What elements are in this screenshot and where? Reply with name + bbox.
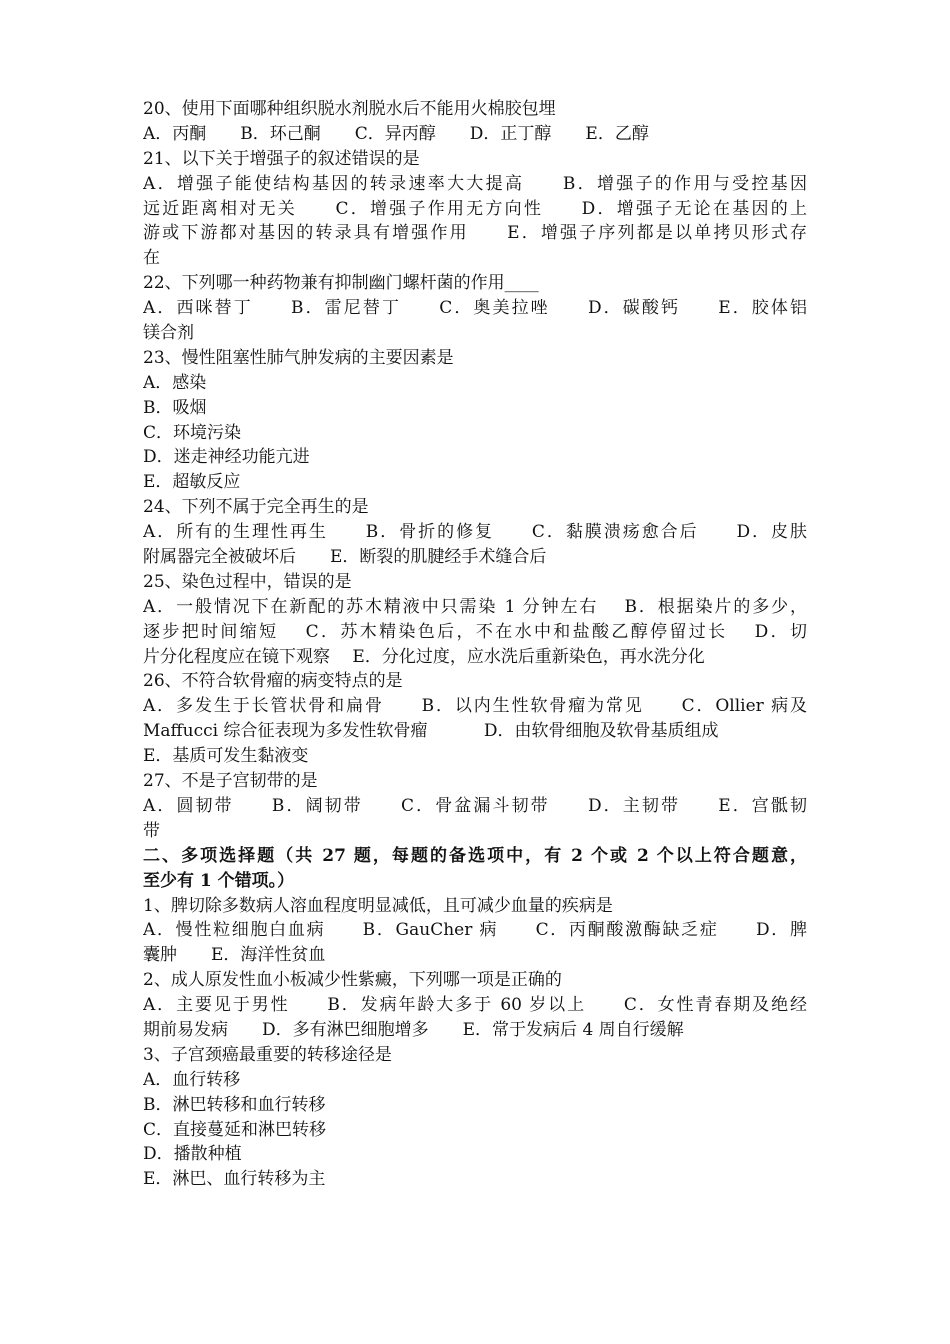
text-line: 21、以下关于增强子的叙述错误的是 bbox=[143, 148, 420, 169]
text-line: 远近距离相对无关 C．增强子作用无方向性 D．增强子无论在基因的上 bbox=[143, 198, 807, 219]
text-line: A．主要见于男性 B．发病年龄大多于 60 岁以上 C．女性青春期及绝经 bbox=[143, 995, 807, 1016]
text-line: C．环境污染 bbox=[143, 422, 242, 443]
text-line: A．感染 bbox=[143, 372, 207, 393]
text-line: A．丙酮 B．环己酮 C．异丙醇 D．正丁醇 E．乙醇 bbox=[143, 123, 649, 144]
text-line: 带 bbox=[143, 820, 160, 841]
text-line: 20、使用下面哪种组织脱水剂脱水后不能用火棉胶包埋 bbox=[143, 99, 556, 119]
text-line: A．所有的生理性再生 B．骨折的修复 C．黏膜溃疡愈合后 D．皮肤 bbox=[143, 522, 807, 543]
text-line: 3、子宫颈癌最重要的转移途径是 bbox=[143, 1044, 392, 1065]
text-line: 27、不是子宫韧带的是 bbox=[143, 771, 318, 792]
text-line: 逐步把时间缩短 C．苏木精染色后，不在水中和盐酸乙醇停留过长 D．切 bbox=[143, 621, 807, 642]
text-line: 囊肿 E．海洋性贫血 bbox=[143, 945, 326, 966]
text-line: A．圆韧带 B．阔韧带 C．骨盆漏斗韧带 D．主韧带 E．宫骶韧 bbox=[143, 795, 807, 816]
text-line: 23、慢性阻塞性肺气肿发病的主要因素是 bbox=[143, 347, 454, 368]
text-line: D．播散种植 bbox=[143, 1144, 242, 1165]
text-line: C．直接蔓延和淋巴转移 bbox=[143, 1119, 327, 1140]
text-line: 2、成人原发性血小板减少性紫癜，下列哪一项是正确的 bbox=[143, 970, 562, 991]
text-line: A．多发生于长管状骨和扁骨 B．以内生性软骨瘤为常见 C．Ollier 病及 bbox=[143, 696, 807, 717]
text-line: A．一般情况下在新配的苏木精液中只需染 1 分钟左右 B．根据染片的多少， bbox=[143, 596, 807, 617]
text-line: 镁合剂 bbox=[143, 323, 194, 344]
text-line: A．慢性粒细胞白血病 B．GauCher 病 C．丙酮酸激酶缺乏症 D．脾 bbox=[143, 920, 807, 941]
text-line: Maffucci 综合征表现为多发性软骨瘤 D．由软骨细胞及软骨基质组成 bbox=[143, 721, 719, 742]
text-line: 游或下游都对基因的转录具有增强作用 E．增强子序列都是以单拷贝形式存 bbox=[143, 223, 807, 244]
text-line: 期前易发病 D．多有淋巴细胞增多 E．常于发病后 4 周自行缓解 bbox=[143, 1019, 684, 1040]
text-line: A．血行转移 bbox=[143, 1069, 241, 1090]
text-line: 1、脾切除多数病人溶血程度明显减低，且可减少血量的疾病是 bbox=[143, 895, 613, 916]
document-page bbox=[143, 97, 807, 1192]
text-line: D．迷走神经功能亢进 bbox=[143, 447, 310, 468]
text-line: A．增强子能使结构基因的转录速率大大提高 B．增强子的作用与受控基因 bbox=[143, 173, 807, 194]
text-line: B．淋巴转移和血行转移 bbox=[143, 1094, 326, 1115]
text-line: A．西咪替丁 B．雷尼替丁 C．奥美拉唑 D．碳酸钙 E．胶体铝 bbox=[143, 298, 807, 319]
text-line: 在 bbox=[143, 248, 160, 269]
section-heading-line: 二、多项选择题（共 27 题，每题的备选项中，有 2 个或 2 个以上符合题意， bbox=[143, 845, 807, 866]
text-line: E．基质可发生黏液变 bbox=[143, 746, 309, 767]
text-line: E．超敏反应 bbox=[143, 472, 241, 493]
text-line: 26、不符合软骨瘤的病变特点的是 bbox=[143, 671, 403, 692]
text-line: E．淋巴、血行转移为主 bbox=[143, 1169, 326, 1190]
text-line: 附属器完全被破坏后 E．断裂的肌腱经手术缝合后 bbox=[143, 547, 547, 568]
text-line: 25、染色过程中，错误的是 bbox=[143, 571, 352, 592]
text-line: 22、下列哪一种药物兼有抑制幽门螺杆菌的作用____ bbox=[143, 273, 539, 294]
text-line: B．吸烟 bbox=[143, 397, 207, 418]
section-heading-line: 至少有 1 个错项。） bbox=[143, 870, 295, 891]
text-line: 片分化程度应在镜下观察 E．分化过度，应水洗后重新染色，再水洗分化 bbox=[143, 646, 705, 667]
text-line: 24、下列不属于完全再生的是 bbox=[143, 497, 369, 518]
